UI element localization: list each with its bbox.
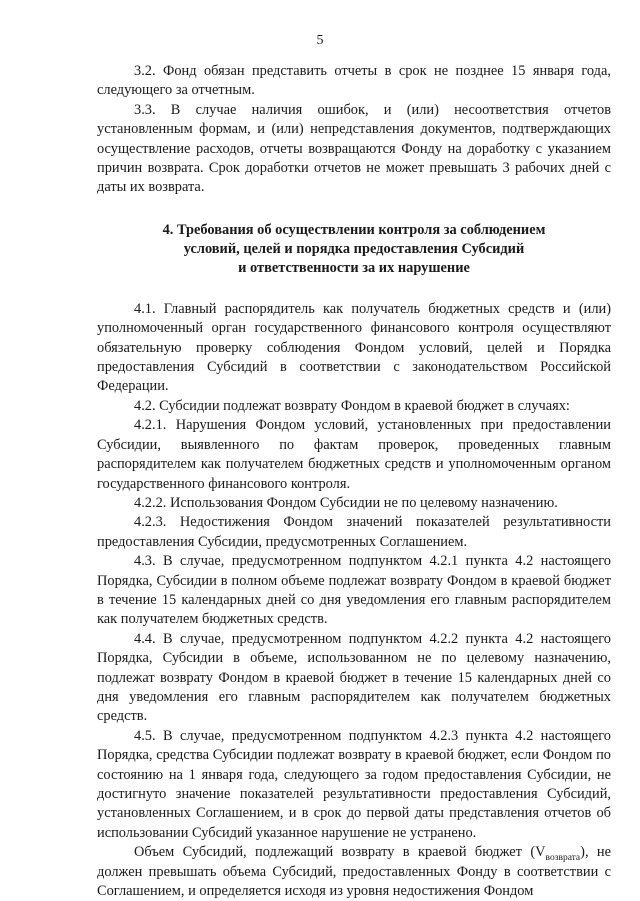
- paragraph-4-2-2: 4.2.2. Использования Фондом Субсидии не по целевому назначению.: [134, 494, 558, 511]
- document-body: [97, 62, 611, 901]
- heading-line-2: условий, целей и порядка предоставления Субсидий: [183, 240, 525, 257]
- paragraph-3-3: 3.3. В случае наличия ошибок, и (или) несоответствия отчетов установленным формам, и (или) непредставления документов, подтверждающих осуществление расходов, отчеты возвращаются Фонду на доработку с указанием причин возврата. Срок доработки отчетов не может превышать 3 рабочих дней с даты их возврата.: [97, 101, 611, 196]
- paragraph-4-3: 4.3. В случае, предусмотренном подпунктом 4.2.1 пункта 4.2 настоящего Порядка, Субсидии в полном объеме подлежат возврату Фондом в краевой бюджет в течение 15 календарных дней со дня уведомления его главным распорядителем как получателем бюджетных средств.: [97, 553, 611, 628]
- return-volume-text-start: Объем Субсидий, подлежащий возврату в краевой бюджет (V: [134, 844, 546, 861]
- paragraph-4-4: 4.4. В случае, предусмотренном подпунктом 4.2.2 пункта 4.2 настоящего Порядка, Субсидии в объеме, использованном не по целевому назначению, подлежат возврату Фондом в краевой бюджет в течение 15 календарных дней со дня уведомления его главным распорядителем как получателем бюджетных средств.: [97, 630, 611, 725]
- heading-line-1: 4. Требования об осуществлении контроля за соблюдением: [162, 221, 546, 238]
- heading-line-3: и ответственности за их нарушение: [238, 259, 470, 276]
- paragraph-return-volume: [97, 843, 611, 901]
- paragraph-4-5: 4.5. В случае, предусмотренном подпунктом 4.2.3 пункта 4.2 настоящего Порядка, средства Субсидии подлежат возврату в краевой бюджет, если Фондом по состоянию на 1 января года, следующего за годом предоставления Субсидии, не достигнуто значение показателей результативности предоставления Субсидий, установленных Соглашением, и в срок до первой даты представления отчетов об использовании Субсидий указанное нарушение не устранено.: [97, 727, 611, 841]
- return-volume-text-end: ), не должен превышать объема Субсидий, предоставленных Фонду в соответствии с Соглашением, и определяется исходя из уровня недостижения Фондом: [97, 844, 612, 900]
- paragraph-4-1: 4.1. Главный распорядитель как получатель бюджетных средств и (или) уполномоченный орган государственного финансового контроля осуществляют обязательную проверку соблюдения Фондом условий, целей и Порядка предоставления Субсидий в соответствии с законодательством Российской Федерации.: [97, 300, 611, 395]
- page-number: 5: [316, 33, 324, 48]
- paragraph-3-2: 3.2. Фонд обязан представить отчеты в срок не позднее 15 января года, следующего за отчетным.: [97, 63, 611, 99]
- paragraph-4-2: 4.2. Субсидии подлежат возврату Фондом в краевой бюджет в случаях:: [134, 397, 570, 414]
- return-volume-subscript: возврата: [545, 853, 581, 864]
- paragraph-4-2-1: 4.2.1. Нарушения Фондом условий, установленных при предоставлении Субсидии, выявленного по фактам проверок, проведенных главным распорядителем как получателем бюджетных средств и уполномоченным органом государственного финансового контроля.: [97, 417, 611, 492]
- paragraph-4-2-3: 4.2.3. Недостижения Фондом значений показателей результативности предоставления Субсидии, предусмотренных Соглашением.: [97, 514, 611, 550]
- section-4-heading: [97, 221, 611, 278]
